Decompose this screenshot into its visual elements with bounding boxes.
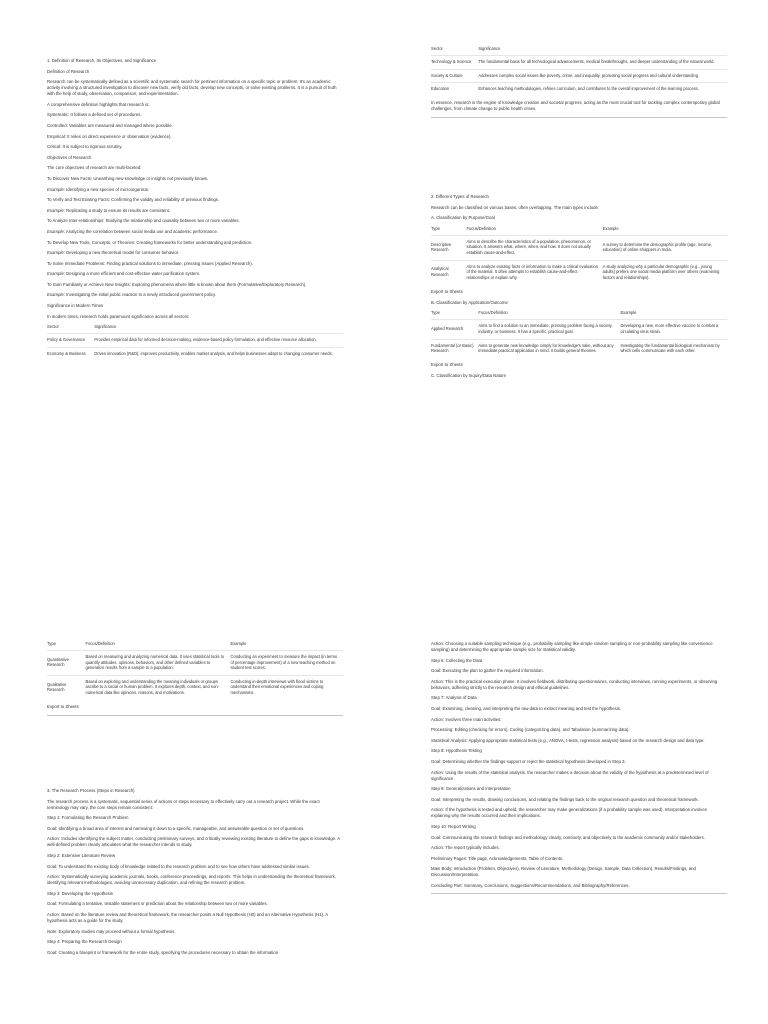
table-cell: Quantitative Research <box>47 651 85 676</box>
table-cell: Based on measuring and analyzing numerical data. It uses statistical tools to quantify attitudes, opinions, behaviors, and other defined variables to generalize results from a sample to a population. <box>85 651 230 676</box>
paragraph: Action: Systematically surveying academic journals, books, conference proceedings, and reports. This helps in understanding the theoretical framework, identifying relevant methodologies, avoiding unnecessary duplication, and refining the research problem. <box>47 874 336 886</box>
list-item: To Discover New Facts: Unearthing new knowledge or insights not previously known. <box>47 175 209 181</box>
subheading: Objectives of Research <box>47 154 92 160</box>
table-cell: Conducting in-depth interviews with flood victims to understand their emotional experiences and coping mechanisms. <box>231 675 344 699</box>
table-cell: Aims to analyze existing facts or information to make a critical evaluation of the material. It often attempts to establish cause-and-effect relationships or explain why. <box>467 260 603 284</box>
document-page-3-section <box>47 788 343 960</box>
paragraph: Goal: Identifying a broad area of interest and narrowing it down to a specific, manageable, and answerable question or set of questions. <box>47 825 305 831</box>
export-to-sheets-link[interactable]: Export to Sheets <box>47 704 79 710</box>
list-item: Preliminary Pages: Title page, Acknowledgements, Table of Contents. <box>431 855 564 861</box>
paragraph: Action: This is the practical execution phase. It involves fieldwork, distributing questionnaires, conducting interviews, running experiments, or observing behaviors, adhering strictly to the research design and ethical guidelines. <box>431 678 718 690</box>
document-page-1 <box>47 58 343 365</box>
example-text: Analyzing the correlation between social media use and academic performance. <box>64 228 219 234</box>
example-label: Example: <box>47 186 65 192</box>
list-item: Systematic: It follows a defined set of procedures. <box>47 112 142 118</box>
subheading: Definition of Research <box>47 68 90 74</box>
table-cell: Descriptive Research <box>431 235 467 260</box>
section-heading: 3. The Research Process (Steps in Research) <box>47 788 135 793</box>
significance-table <box>47 324 343 360</box>
table-row <box>431 83 727 96</box>
paragraph: Action: Choosing a suitable sampling technique (e.g., probability sampling like simple random sampling or non-probability sampling like convenience sampling) and determining the appropriate sample size for statistical validity. <box>431 641 713 652</box>
purpose-table <box>431 226 727 285</box>
paragraph: Goal: To understand the existing body of knowledge related to the research problem and to see how others have addressed similar issues. <box>47 863 310 869</box>
example <box>47 208 343 214</box>
export-to-sheets-link[interactable]: Export to Sheets <box>431 289 463 295</box>
paragraph: The research process is a systematic, sequential series of actions or steps necessary to effectively carry out a research project. While the exact terminology may vary, the core steps remain consistent: <box>47 798 320 810</box>
table-row <box>431 56 727 70</box>
table-cell: Provides empirical data for informed decision-making, evidence-based policy formulation, and effective resource allocation. <box>94 334 343 348</box>
paragraph: Goal: Examining, cleaning, and interpreting the raw data to extract meaning and test the hypothesis. <box>431 705 622 711</box>
table-row <box>431 260 727 284</box>
example-text: Developing a new theoretical model for consumer behavior. <box>64 250 180 256</box>
paragraph: Research can be classified on various bases, often overlapping. The main types include: <box>431 204 600 210</box>
list-item: To Analyze Inter-relationships: Studying the relationship and causality between two or more variables. <box>47 218 240 224</box>
paragraph: Action: The report typically includes: <box>431 845 500 851</box>
document-page-2 <box>431 46 727 118</box>
example-text: Investigating the initial public reaction to a newly introduced government policy. <box>64 292 217 298</box>
paragraph: Goal: Determining whether the findings support or reject the statistical hypothesis developed in Step 3. <box>431 758 626 764</box>
table-cell: A study analyzing why a particular demographic (e.g., young adults) prefers one social media platform over others (examining factors and relationships). <box>603 260 727 284</box>
table-cell: Analytical Research <box>431 260 467 284</box>
table-cell: Education <box>431 83 478 96</box>
table-cell: Fundamental (or Basic) Research <box>431 339 478 358</box>
example <box>47 271 343 277</box>
paragraph: Action: Involves three main activities: <box>431 716 502 722</box>
example <box>47 250 343 256</box>
step-heading: Step 6: Collecting the Data <box>431 657 483 663</box>
table-cell: Aims to generate new knowledge simply for knowledge's sake, without any immediate practical application in mind. It builds general theories. <box>478 339 620 358</box>
list-item: Statistical Analysis: Applying appropriate statistical tests (e.g., ANOVA, t-tests, regression analysis) based on the research design and data type. <box>431 737 705 743</box>
table-row <box>47 334 343 348</box>
step-heading: Step 10: Report Writing <box>431 823 476 829</box>
paragraph: A comprehensive definition highlights that research is: <box>47 101 150 107</box>
note-text: Exploratory studies may proceed without a formal hypothesis. <box>57 928 176 934</box>
table-header: Example <box>230 641 247 646</box>
table-cell: Aims to describe the characteristics of a population, phenomenon, or situation. It answers what, where, when, and how. It does not usually establish cause-and-effect. <box>467 235 603 260</box>
table-cell: Technology & Science <box>431 56 478 70</box>
paragraph: Goal: Communicating the research findings and methodology clearly, concisely, and objectively to the academic community and/or stakeholders. <box>431 834 706 840</box>
paragraph: Goal: Executing the plan to gather the required information. <box>431 668 544 674</box>
table-header: Focus/Definition <box>85 641 115 646</box>
table-cell: Aims to find a solution to an immediate, pressing problem facing a society, industry, or business. It has a specific, practical goal. <box>478 320 620 339</box>
example-label: Example: <box>47 207 65 213</box>
table-cell: Policy & Governance <box>47 334 94 348</box>
list-item: Processing: Editing (checking for errors), Coding (categorizing data), and Tabulation (summarizing data). <box>431 727 630 733</box>
table-cell: Qualitative Research <box>47 675 85 699</box>
table-header: Example <box>620 310 637 316</box>
example-label: Example: <box>47 228 65 234</box>
list-item: Controlled: Variables are measured and managed where possible. <box>47 122 173 128</box>
list-item: To Develop New Tools, Concepts, or Theories: Creating frameworks for better understanding and prediction. <box>47 239 253 245</box>
table-cell: Based on exploring and understanding the meaning individuals or groups ascribe to a social or human problem. It explores depth, context, and non-numerical data like opinions, reasons, and motivations. <box>85 675 230 699</box>
divider <box>47 715 343 716</box>
step-heading: Step 7: Analysis of Data <box>431 695 477 701</box>
table-header: Type <box>431 310 440 316</box>
section-heading: 1. Definition of Research, Its Objectives, and Significance <box>47 58 157 63</box>
subheading: Significance in Modern Times <box>47 303 104 309</box>
list-item: Main Body: Introduction (Problem, Objectives), Review of Literature, Methodology (Design, Sample, Data Collection), Results/Findings, and Discussion/Interpretation. <box>431 866 696 878</box>
table-cell: Society & Culture <box>431 69 478 83</box>
table-row <box>431 320 727 339</box>
example <box>47 229 343 235</box>
table-row <box>431 339 727 358</box>
table-cell: Conducting an experiment to measure the impact (in terms of percentage improvement) of a new teaching method on student test scores. <box>231 651 344 676</box>
list-item: Concluding Part: Summary, Conclusions, Suggestions/Recommendations, and Bibliography/References. <box>431 882 630 888</box>
table-row <box>47 651 343 676</box>
step-heading: Step 3: Developing the Hypothesis <box>47 890 113 896</box>
table-header: Example <box>602 225 619 231</box>
export-to-sheets-link[interactable]: Export to Sheets <box>431 362 463 368</box>
table-cell: Applied Research <box>431 320 478 339</box>
example-text: Replicating a study to ensure its results are consistent. <box>64 207 171 213</box>
table-header: Significance <box>478 46 501 51</box>
table-header: Sector <box>431 46 443 51</box>
example-text: Designing a more efficient and cost-effective water purification system. <box>64 271 201 277</box>
document-page-2-section <box>431 194 727 383</box>
table-row <box>47 675 343 699</box>
list-item: Critical: It is subject to rigorous scrutiny. <box>47 144 123 150</box>
paragraph: In essence, research is the engine of knowledge creation and societal progress, acting as the most crucial tool for tackling complex contemporary global challenges, from climate change to public health crises. <box>431 100 720 112</box>
table-cell: Investigating the fundamental biological mechanism by which cells communicate with each other. <box>620 339 727 358</box>
subheading: A. Classification by Purpose/Goal <box>431 215 495 221</box>
section-heading: 2. Different Types of Research <box>431 194 489 199</box>
paragraph: Action: Includes identifying the subject matter, conducting preliminary surveys, and critically reviewing existing literature to define the gaps in knowledge. A well-defined problem clearly articulates what the researcher intends to study. <box>47 836 340 848</box>
table-cell: Enhances teaching methodologies, refines curriculum, and contributes to the overall improvement of the learning process. <box>478 83 727 96</box>
paragraph: The core objectives of research are multi-faceted: <box>47 165 142 171</box>
note <box>47 929 343 935</box>
paragraph: Action: Using the results of the statistical analysis, the researcher makes a decision about the validity of the hypothesis at a predetermined level of significance. <box>431 769 709 781</box>
example <box>47 187 343 193</box>
example <box>47 292 343 298</box>
subheading: C. Classification by Inquiry/Data Nature <box>431 372 506 378</box>
table-cell: Drives innovation (R&D), improves productivity, enables market analysis, and helps businesses adapt to changing consumer needs. <box>94 347 343 360</box>
table-cell: The fundamental basis for all technological advancements, medical breakthroughs, and deeper understanding of the natural world. <box>478 56 727 70</box>
inquiry-table <box>47 641 343 700</box>
paragraph: Goal: Formulating a tentative, testable statement or prediction about the relationship between two or more variables. <box>47 901 268 907</box>
table-cell: Developing a new, more effective vaccine to combat a circulating virus strain. <box>620 320 727 339</box>
example-label: Example: <box>47 271 65 277</box>
document-page-4 <box>431 641 727 894</box>
divider <box>431 893 727 894</box>
table-cell: Economy & Business <box>47 347 94 360</box>
paragraph: Action: If the hypothesis is tested and upheld, the researcher may make generalizations (if a probability sample was used). Interpretation involves explaining why the results occurred and their implications. <box>431 807 707 819</box>
step-heading: Step 9: Generalizations and Interpretation <box>431 786 511 792</box>
list-item: Empirical: It relies on direct experience or observation (evidence). <box>47 133 172 139</box>
table-header: Type <box>47 641 56 646</box>
step-heading: Step 1: Formulating the Research Problem <box>47 815 129 821</box>
paragraph: Action: Based on the literature review and theoretical framework, the researcher posits a Null Hypothesis (H0) and an Alternative Hypothesis (H1). A hypothesis acts as a guide for the study. <box>47 911 328 923</box>
table-row <box>47 347 343 360</box>
table-header: Focus/Definition <box>478 310 508 316</box>
table-header: Type <box>431 225 440 231</box>
step-heading: Step 8: Hypothesis Testing <box>431 748 482 754</box>
step-heading: Step 2: Extensive Literature Review <box>47 852 116 858</box>
paragraph: Research can be systematically defined as a scientific and systematic search for pertinent information on a specific topic or problem. It's an academic activity involving a structured investigation to discover new facts, verify old facts, develop new concepts, or solve existing problems. It is a pursuit of truth with the help of study, observation, comparison, and experimentation. <box>47 79 337 97</box>
step-heading: Step 4: Preparing the Research Design <box>47 939 122 945</box>
table-header: Sector <box>47 324 59 330</box>
table-row <box>431 69 727 83</box>
note-label: Note: <box>47 928 58 934</box>
divider <box>431 117 727 118</box>
subheading: B. Classification by Application/Outcome <box>431 299 508 305</box>
list-item: To Solve Immediate Problems: Finding practical solutions to immediate, pressing issues (Applied Research). <box>47 260 253 266</box>
significance-table-continued <box>431 46 727 96</box>
example-text: Identifying a new species of microorganism. <box>64 186 150 192</box>
table-cell: A survey to determine the demographic profile (age, income, education) of online shoppers in India. <box>603 235 727 260</box>
document-page-3 <box>47 641 343 716</box>
application-table <box>431 310 727 357</box>
list-item: To Gain Familiarity or Achieve New Insights: Exploring phenomena where little is known about them (Formulative/Exploratory Research). <box>47 281 307 287</box>
table-header: Significance <box>94 324 117 330</box>
example-label: Example: <box>47 250 65 256</box>
table-header: Focus/Definition <box>466 225 496 231</box>
list-item: To Verify and Test Existing Facts: Confirming the validity and reliability of previous findings. <box>47 197 220 203</box>
paragraph: Goal: Creating a blueprint or framework for the entire study, specifying the procedures necessary to obtain the information <box>47 949 279 955</box>
example-label: Example: <box>47 292 65 298</box>
paragraph: Goal: Interpreting the results, drawing conclusions, and relating the findings back to the original research question and theoretical framework. <box>431 796 699 802</box>
table-row <box>431 235 727 260</box>
paragraph: In modern times, research holds paramount significance across all sectors: <box>47 313 190 319</box>
table-cell: Addresses complex social issues like poverty, crime, and inequality, promoting social progress and cultural understanding. <box>478 69 727 83</box>
